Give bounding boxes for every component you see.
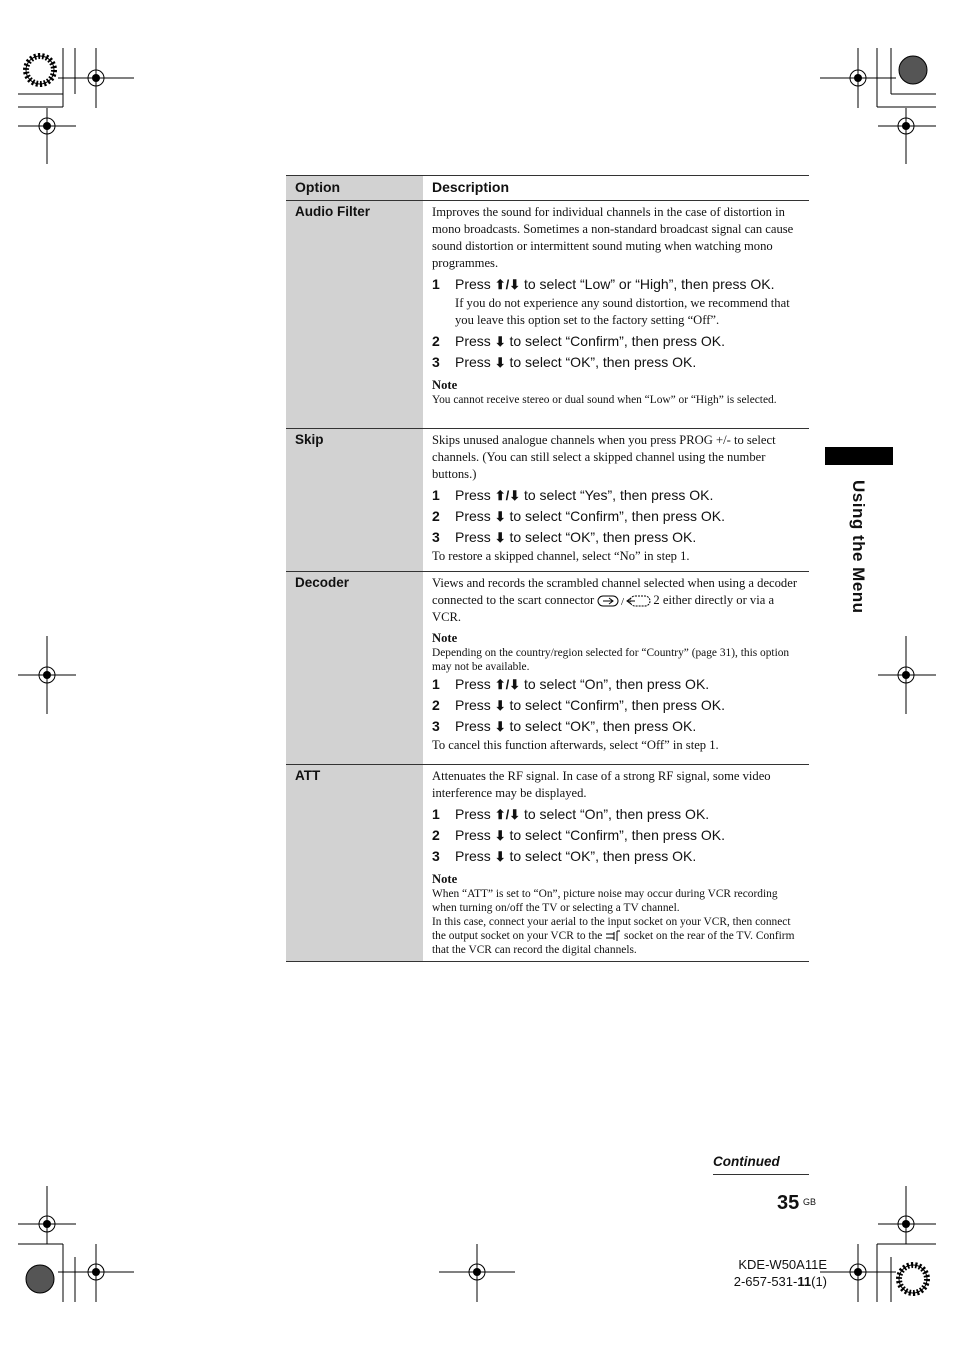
scart-connector-icon bbox=[597, 594, 653, 608]
option-name: Skip bbox=[286, 429, 423, 571]
model-number: KDE-W50A11E bbox=[738, 1257, 827, 1272]
intro-text: Skips unused analogue channels when you press PROG +/- to select channels. (You can still select a skipped channel using the number buttons.) bbox=[432, 433, 776, 481]
down-arrow-icon: ⬇ bbox=[494, 334, 506, 349]
down-arrow-icon: ⬇ bbox=[494, 698, 506, 713]
model-info bbox=[734, 1256, 827, 1290]
table-row bbox=[286, 429, 809, 572]
step: 3 Press ⬇ to select “OK”, then press OK. bbox=[432, 352, 800, 373]
down-arrow-icon: ⬇ bbox=[494, 849, 506, 864]
option-name: ATT bbox=[286, 765, 423, 961]
down-arrow-icon: ⬇ bbox=[494, 355, 506, 370]
table-row bbox=[286, 765, 809, 962]
step: 2 Press ⬇ to select “Confirm”, then press OK. bbox=[432, 825, 800, 846]
option-description bbox=[423, 201, 809, 428]
part-code: 2-657-531-11(1) bbox=[733, 1274, 827, 1289]
svg-text:/: / bbox=[621, 596, 625, 609]
up-down-arrow-icon: ⬆/⬇ bbox=[494, 488, 521, 503]
down-arrow-icon: ⬇ bbox=[494, 719, 506, 734]
up-down-arrow-icon: ⬆/⬇ bbox=[494, 277, 521, 292]
antenna-socket-icon bbox=[605, 930, 621, 942]
option-name: Audio Filter bbox=[286, 201, 423, 428]
intro-text: Attenuates the RF signal. In case of a strong RF signal, some video interference may be displayed. bbox=[432, 769, 771, 800]
intro-text: Improves the sound for individual channels in the case of distortion in mono broadcasts. Sometimes a non-standard broadcast signal can cause sound distortion or intermittent sound muting when watching mono programmes. bbox=[432, 205, 794, 270]
after-text: To cancel this function afterwards, select “Off” in step 1. bbox=[432, 738, 719, 752]
down-arrow-icon: ⬇ bbox=[494, 509, 506, 524]
note-heading: Note bbox=[432, 378, 458, 392]
step: 2 Press ⬇ to select “Confirm”, then press OK. bbox=[432, 506, 800, 527]
note-text: You cannot receive stereo or dual sound when “Low” or “High” is selected. bbox=[432, 394, 777, 406]
page-number: 35 bbox=[777, 1192, 800, 1214]
step: 1 Press ⬆/⬇ to select “Low” or “High”, then press OK. bbox=[432, 274, 800, 295]
continued-label: Continued bbox=[713, 1154, 809, 1175]
table-header bbox=[286, 176, 809, 201]
table-row bbox=[286, 201, 809, 429]
header-description: Description bbox=[432, 179, 510, 195]
section-tab-label: Using the Menu bbox=[849, 480, 868, 614]
page-suffix: GB bbox=[803, 1197, 817, 1207]
step: 2 Press ⬇ to select “Confirm”, then press OK. bbox=[432, 331, 800, 352]
step-subtext: If you do not experience any sound distortion, we recommend that you leave this option set to the factory setting “Off”. bbox=[455, 296, 790, 327]
options-table bbox=[286, 175, 809, 962]
step: 2 Press ⬇ to select “Confirm”, then press OK. bbox=[432, 695, 800, 716]
note-text: When “ATT” is set to “On”, picture noise may occur during VCR recording when turning on/off the TV or selecting a TV channel. bbox=[432, 888, 778, 914]
option-description bbox=[423, 429, 809, 571]
option-description bbox=[423, 572, 809, 764]
step: 1 Press ⬆/⬇ to select “On”, then press OK. bbox=[432, 804, 800, 825]
down-arrow-icon: ⬇ bbox=[494, 530, 506, 545]
intro-text: Views and records the scrambled channel selected when using a decoder connected to the scart connector / 2 either directly or via a VCR. bbox=[432, 576, 798, 624]
option-name: Decoder bbox=[286, 572, 423, 764]
option-description bbox=[423, 765, 809, 961]
after-text: To restore a skipped channel, select “No” in step 1. bbox=[432, 549, 690, 563]
step: 1 Press ⬆/⬇ to select “On”, then press OK. bbox=[432, 674, 800, 695]
step: 3 Press ⬇ to select “OK”, then press OK. bbox=[432, 527, 800, 548]
note-text: Depending on the country/region selected for “Country” (page 31), this option may not be available. bbox=[432, 647, 790, 673]
up-down-arrow-icon: ⬆/⬇ bbox=[494, 677, 521, 692]
note-heading: Note bbox=[432, 631, 458, 645]
table-row bbox=[286, 572, 809, 765]
step: 3 Press ⬇ to select “OK”, then press OK. bbox=[432, 846, 800, 867]
note-text: In this case, connect your aerial to the input socket on your VCR, then connect the output socket on your VCR to the socket on the rear of the TV. Confirm that the VCR can record the digital channels. bbox=[432, 916, 795, 956]
down-arrow-icon: ⬇ bbox=[494, 828, 506, 843]
up-down-arrow-icon: ⬆/⬇ bbox=[494, 807, 521, 822]
note-heading: Note bbox=[432, 872, 458, 886]
step: 1 Press ⬆/⬇ to select “Yes”, then press OK. bbox=[432, 485, 800, 506]
header-option: Option bbox=[286, 176, 423, 200]
step: 3 Press ⬇ to select “OK”, then press OK. bbox=[432, 716, 800, 737]
section-tab-marker bbox=[825, 447, 893, 465]
